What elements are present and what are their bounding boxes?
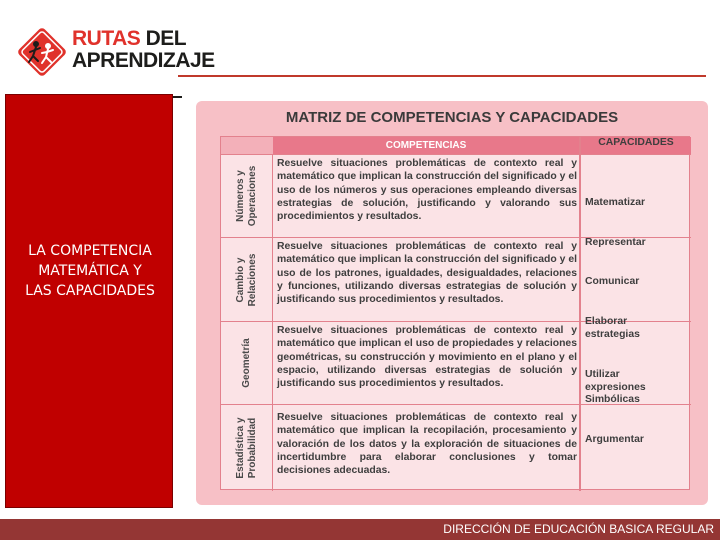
side-title-line-2: MATEMÁTICA Y [38,263,142,279]
competency-text: Resuelve situaciones problemáticas de contexto real y matemático que implican la recopilación, procesamiento y valoración de los datos y la exploración de situaciones de incertidumbre para elaborar conclusiones y tomar decisiones adecuadas. [277,412,577,477]
logo-word-del: DEL [145,27,187,50]
row-label-line: Cambio y [234,257,246,303]
running-children-icon [16,26,68,78]
header-capacidades: CAPACIDADES [581,137,691,154]
logo-wordmark [72,28,215,72]
header-blank-cell [221,137,273,154]
capacidad-item [585,434,644,447]
competency-text: Resuelve situaciones problemáticas de contexto real y matemático que implican la construcción del significado y el uso de los números y sus operaciones empleando diversas estrategias de solución, justificando y valorando sus procedimientos y resultados. [277,158,577,223]
row-label-line: Relaciones [246,253,258,306]
row-label [221,322,273,404]
capacidad-line: Elaborar [585,316,628,327]
footer-bar [0,519,720,540]
capacidad-line: expresiones [585,381,646,393]
row-label [221,155,273,237]
capacidad-line: Representar [585,237,646,248]
matrix-table [220,136,690,490]
brand-logo [16,24,215,78]
capacidad-line: estrategias [585,328,640,340]
capacidad-line: Utilizar [585,369,620,380]
capacidad-item [585,369,646,407]
competency-matrix [196,101,708,505]
row-label-line: Estadística y [234,417,246,479]
row-label [221,238,273,321]
capacidades-column [585,154,689,490]
side-title [6,241,174,301]
row-label-line: Probabilidad [246,417,258,479]
capacidad-item [585,237,646,250]
capacidad-line: Argumentar [585,434,644,445]
capacidad-line: Matematizar [585,197,646,208]
capacidad-line: Simbólicas [585,394,640,405]
matrix-title: MATRIZ DE COMPETENCIAS Y CAPACIDADES [285,109,619,126]
competency-text: Resuelve situaciones problemáticas de contexto real y matemático que implican el uso de propiedades y relaciones geométricas, su construcción y movimiento en el plano y el espacio, utilizando diversas estrategias de solución y justificando sus procedimientos y resultados. [277,325,577,390]
logo-word-aprendizaje: APRENDIZAJE [72,49,215,72]
competency-text: Resuelve situaciones problemáticas de contexto real y matemático que implican la construcción del significado y el uso de los patrones, igualdades, desigualdades, relaciones y funciones, utilizando diversas estrategias de solución y justificando sus procedimientos y resultados. [277,241,577,306]
row-label [221,405,273,491]
footer-text: DIRECCIÓN DE EDUCACIÓN BASICA REGULAR [443,522,714,536]
row-label-line: Geometría [240,338,252,388]
header-competencias: COMPETENCIAS [273,137,579,154]
capacidad-line: Comunicar [585,276,640,287]
capacidad-item [585,276,639,289]
column-divider [579,137,581,491]
side-title-panel [5,94,173,508]
row-label-line: Números y [234,170,246,222]
row-label-line: Operaciones [246,165,258,227]
side-title-line-1: LA COMPETENCIA [28,243,152,259]
header-divider [178,75,706,77]
side-title-line-3: LAS CAPACIDADES [25,283,155,299]
capacidad-item [585,316,640,341]
logo-word-rutas: RUTAS [72,27,141,50]
capacidad-item [585,197,645,210]
